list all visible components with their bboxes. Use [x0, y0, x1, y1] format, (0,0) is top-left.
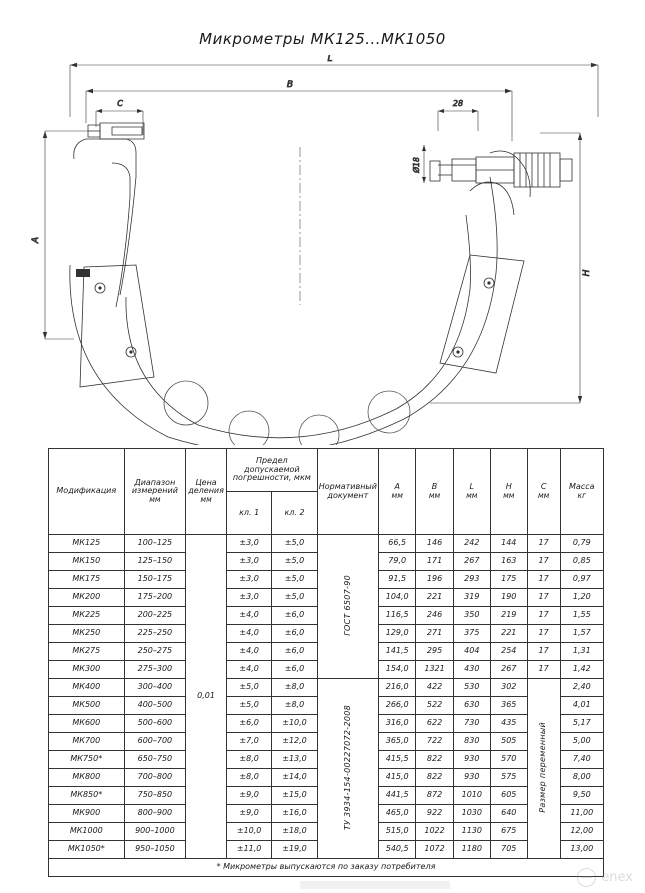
left-marking-block	[76, 269, 90, 277]
cell-mass: 4,01	[560, 697, 603, 715]
cell-division: 0,01	[186, 535, 227, 859]
cell-tolerance-kl1: ±8,0	[226, 769, 271, 787]
cell-modification: МК700	[49, 733, 125, 751]
cell-H: 365	[490, 697, 527, 715]
cell-mass: 7,40	[560, 751, 603, 769]
cell-A: 441,5	[378, 787, 415, 805]
cell-H: 705	[490, 841, 527, 859]
cell-L: 267	[453, 553, 490, 571]
cell-B: 271	[416, 625, 453, 643]
cell-H: 190	[490, 589, 527, 607]
cell-C: 17	[527, 535, 560, 553]
cell-tolerance-kl1: ±6,0	[226, 715, 271, 733]
cell-modification: МК300	[49, 661, 125, 679]
cell-range: 650–750	[124, 751, 186, 769]
cell-A: 216,0	[378, 679, 415, 697]
cell-L: 530	[453, 679, 490, 697]
cell-H: 302	[490, 679, 527, 697]
cell-B: 246	[416, 607, 453, 625]
document-label: ТУ 3934-154-00227072-2008	[342, 704, 352, 830]
dimension-C	[96, 109, 143, 135]
cell-modification: МК225	[49, 607, 125, 625]
th-mass: Масса кг	[560, 449, 603, 535]
dim-label-28: 28	[452, 99, 464, 108]
frame-left-inner	[112, 163, 130, 307]
right-measuring-face	[430, 161, 440, 181]
cell-tolerance-kl2: ±13,0	[272, 751, 317, 769]
cell-tolerance-kl1: ±10,0	[226, 823, 271, 841]
cell-modification: МК600	[49, 715, 125, 733]
cell-B: 196	[416, 571, 453, 589]
th-tolerance-kl1: кл. 1	[226, 492, 271, 535]
right-pad-plate	[440, 255, 524, 373]
dim-label-diameter-18: Ø18	[412, 157, 421, 173]
cell-A: 66,5	[378, 535, 415, 553]
cell-mass: 1,42	[560, 661, 603, 679]
cell-H: 175	[490, 571, 527, 589]
cell-tolerance-kl2: ±8,0	[272, 697, 317, 715]
cell-mass: 2,40	[560, 679, 603, 697]
cell-mass: 1,55	[560, 607, 603, 625]
cell-C: 17	[527, 553, 560, 571]
cell-modification: МК500	[49, 697, 125, 715]
th-C: C мм	[527, 449, 560, 535]
cell-B: 822	[416, 751, 453, 769]
cell-modification: МК850*	[49, 787, 125, 805]
cell-L: 319	[453, 589, 490, 607]
cell-H: 505	[490, 733, 527, 751]
cell-B: 922	[416, 805, 453, 823]
cell-B: 722	[416, 733, 453, 751]
cell-modification: МК200	[49, 589, 125, 607]
cell-B: 295	[416, 643, 453, 661]
cell-H: 221	[490, 625, 527, 643]
document-label: ГОСТ 6507-90	[342, 574, 352, 636]
cell-tolerance-kl1: ±3,0	[226, 553, 271, 571]
cell-range: 150–175	[124, 571, 186, 589]
cell-modification: МК125	[49, 535, 125, 553]
cell-L: 375	[453, 625, 490, 643]
cell-tolerance-kl1: ±9,0	[226, 805, 271, 823]
cell-tolerance-kl1: ±5,0	[226, 679, 271, 697]
th-tolerance: Предел допускаемой погрешности, мкм	[226, 449, 317, 492]
table-body	[49, 535, 604, 859]
cell-document	[317, 535, 378, 679]
dimension-B	[86, 89, 512, 141]
cell-mass: 13,00	[560, 841, 603, 859]
cell-B: 1022	[416, 823, 453, 841]
cell-mass: 1,57	[560, 625, 603, 643]
cell-tolerance-kl1: ±3,0	[226, 535, 271, 553]
cell-L: 293	[453, 571, 490, 589]
page-title: Микрометры МК125...МК1050	[199, 30, 446, 48]
cell-A: 104,0	[378, 589, 415, 607]
cell-mass: 12,00	[560, 823, 603, 841]
cell-L: 1030	[453, 805, 490, 823]
cell-tolerance-kl2: ±10,0	[272, 715, 317, 733]
cell-C: 17	[527, 571, 560, 589]
cell-C: 17	[527, 625, 560, 643]
table-footnote: * Микрометры выпускаются по заказу потребителя	[49, 859, 604, 877]
cell-modification: МК275	[49, 643, 125, 661]
cell-range: 900–1000	[124, 823, 186, 841]
cell-A: 116,5	[378, 607, 415, 625]
cell-L: 1180	[453, 841, 490, 859]
th-H: H мм	[490, 449, 527, 535]
cell-A: 79,0	[378, 553, 415, 571]
cell-tolerance-kl2: ±6,0	[272, 607, 317, 625]
cell-range: 800–900	[124, 805, 186, 823]
dim-label-A: A	[31, 236, 41, 244]
cell-tolerance-kl1: ±5,0	[226, 697, 271, 715]
cell-C: 17	[527, 589, 560, 607]
cell-B: 872	[416, 787, 453, 805]
cell-modification: МК750*	[49, 751, 125, 769]
dim-label-H: H	[582, 269, 592, 277]
cell-A: 415,5	[378, 751, 415, 769]
cell-tolerance-kl2: ±19,0	[272, 841, 317, 859]
cell-range: 750–850	[124, 787, 186, 805]
cell-C: 17	[527, 661, 560, 679]
cell-B: 221	[416, 589, 453, 607]
cell-C: 17	[527, 607, 560, 625]
cell-range: 100–125	[124, 535, 186, 553]
cell-H: 163	[490, 553, 527, 571]
cell-A: 415,0	[378, 769, 415, 787]
cell-H: 435	[490, 715, 527, 733]
lightening-holes	[164, 381, 410, 445]
cell-modification: МК1000	[49, 823, 125, 841]
cell-tolerance-kl1: ±9,0	[226, 787, 271, 805]
cell-range: 225–250	[124, 625, 186, 643]
cell-mass: 0,85	[560, 553, 603, 571]
cell-tolerance-kl2: ±5,0	[272, 589, 317, 607]
cell-tolerance-kl2: ±8,0	[272, 679, 317, 697]
cell-L: 242	[453, 535, 490, 553]
left-anvil	[100, 123, 144, 139]
frame-outer-arc	[70, 177, 497, 445]
cell-range: 600–700	[124, 733, 186, 751]
cell-tolerance-kl2: ±5,0	[272, 571, 317, 589]
watermark	[577, 868, 633, 887]
cell-mass: 1,31	[560, 643, 603, 661]
cell-tolerance-kl2: ±5,0	[272, 553, 317, 571]
cell-L: 630	[453, 697, 490, 715]
cell-L: 430	[453, 661, 490, 679]
cell-H: 605	[490, 787, 527, 805]
cell-L: 930	[453, 769, 490, 787]
cell-A: 316,0	[378, 715, 415, 733]
cell-tolerance-kl1: ±7,0	[226, 733, 271, 751]
cell-modification: МК1050*	[49, 841, 125, 859]
cell-tolerance-kl2: ±14,0	[272, 769, 317, 787]
cell-modification: МК800	[49, 769, 125, 787]
cell-B: 1072	[416, 841, 453, 859]
cell-mass: 0,79	[560, 535, 603, 553]
table-row	[49, 535, 604, 553]
cell-range: 250–275	[124, 643, 186, 661]
left-pad-plate	[80, 265, 154, 387]
cell-range: 175–200	[124, 589, 186, 607]
dim-label-B: B	[286, 80, 294, 90]
cell-L: 830	[453, 733, 490, 751]
cell-A: 141,5	[378, 643, 415, 661]
table-row	[49, 679, 604, 697]
cell-range: 200–225	[124, 607, 186, 625]
cell-tolerance-kl2: ±16,0	[272, 805, 317, 823]
cell-tolerance-kl1: ±4,0	[226, 625, 271, 643]
cell-B: 146	[416, 535, 453, 553]
cell-B: 171	[416, 553, 453, 571]
cell-tolerance-kl2: ±5,0	[272, 535, 317, 553]
cell-H: 675	[490, 823, 527, 841]
cell-range: 500–600	[124, 715, 186, 733]
cell-tolerance-kl1: ±11,0	[226, 841, 271, 859]
cell-range: 950–1050	[124, 841, 186, 859]
cell-L: 350	[453, 607, 490, 625]
cell-B: 422	[416, 679, 453, 697]
cell-H: 267	[490, 661, 527, 679]
cell-H: 570	[490, 751, 527, 769]
cell-tolerance-kl2: ±18,0	[272, 823, 317, 841]
th-document: Нормативный документ	[317, 449, 378, 535]
cell-L: 930	[453, 751, 490, 769]
cell-tolerance-kl1: ±4,0	[226, 643, 271, 661]
cell-A: 465,0	[378, 805, 415, 823]
cell-L: 1010	[453, 787, 490, 805]
cell-B: 522	[416, 697, 453, 715]
table-footnote-row	[49, 859, 604, 877]
cell-mass: 0,97	[560, 571, 603, 589]
cell-modification: МК900	[49, 805, 125, 823]
dimension-diameter-18	[422, 145, 426, 183]
cell-A: 154,0	[378, 661, 415, 679]
cell-H: 254	[490, 643, 527, 661]
micrometer-drawing	[0, 55, 645, 445]
cell-B: 1321	[416, 661, 453, 679]
cell-modification: МК175	[49, 571, 125, 589]
cell-tolerance-kl1: ±4,0	[226, 607, 271, 625]
cell-range: 700–800	[124, 769, 186, 787]
th-tolerance-kl2: кл. 2	[272, 492, 317, 535]
cell-C-note	[527, 679, 560, 859]
cell-A: 540,5	[378, 841, 415, 859]
cell-tolerance-kl1: ±3,0	[226, 589, 271, 607]
cell-mass: 11,00	[560, 805, 603, 823]
th-B: B мм	[416, 449, 453, 535]
cell-range: 400–500	[124, 697, 186, 715]
dimension-H	[430, 133, 582, 403]
cell-H: 640	[490, 805, 527, 823]
frame-right-outer	[490, 151, 530, 197]
dimension-28	[438, 109, 478, 131]
watermark-logo-icon	[577, 868, 596, 887]
cell-tolerance-kl2: ±6,0	[272, 661, 317, 679]
cell-A: 365,0	[378, 733, 415, 751]
cell-H: 219	[490, 607, 527, 625]
cell-H: 575	[490, 769, 527, 787]
th-division: Цена деления мм	[186, 449, 227, 535]
cell-modification: МК150	[49, 553, 125, 571]
cell-tolerance-kl2: ±6,0	[272, 643, 317, 661]
th-modification: Модификация	[49, 449, 125, 535]
cell-B: 622	[416, 715, 453, 733]
cell-range: 125–150	[124, 553, 186, 571]
bottom-stub	[300, 881, 450, 889]
cell-tolerance-kl1: ±3,0	[226, 571, 271, 589]
cell-mass: 1,20	[560, 589, 603, 607]
specification-table	[48, 448, 604, 877]
cell-tolerance-kl2: ±6,0	[272, 625, 317, 643]
cell-A: 515,0	[378, 823, 415, 841]
cell-document	[317, 679, 378, 859]
th-L: L мм	[453, 449, 490, 535]
cell-modification: МК250	[49, 625, 125, 643]
cell-L: 730	[453, 715, 490, 733]
frame-inner-arc	[126, 215, 471, 438]
dim-label-C: C	[117, 99, 123, 108]
watermark-text: enex	[601, 870, 633, 885]
cell-mass: 5,00	[560, 733, 603, 751]
cell-range: 300–400	[124, 679, 186, 697]
cell-tolerance-kl1: ±8,0	[226, 751, 271, 769]
cell-A: 129,0	[378, 625, 415, 643]
cell-modification: МК400	[49, 679, 125, 697]
cell-A: 266,0	[378, 697, 415, 715]
cell-A: 91,5	[378, 571, 415, 589]
table-header-row	[49, 449, 604, 492]
dimension-A	[43, 131, 88, 339]
cell-tolerance-kl2: ±12,0	[272, 733, 317, 751]
cell-C: 17	[527, 643, 560, 661]
dimension-L	[70, 63, 598, 117]
cell-H: 144	[490, 535, 527, 553]
dim-label-L: L	[327, 55, 333, 64]
cell-L: 404	[453, 643, 490, 661]
cell-mass: 9,50	[560, 787, 603, 805]
cell-tolerance-kl2: ±15,0	[272, 787, 317, 805]
cell-B: 822	[416, 769, 453, 787]
th-range: Диапазон измерений мм	[124, 449, 186, 535]
cell-mass: 5,17	[560, 715, 603, 733]
th-A: A мм	[378, 449, 415, 535]
cell-tolerance-kl1: ±4,0	[226, 661, 271, 679]
micrometer-barrel	[452, 153, 572, 187]
c-variable-note: Размер переменный	[538, 721, 548, 813]
cell-L: 1130	[453, 823, 490, 841]
cell-mass: 8,00	[560, 769, 603, 787]
cell-range: 275–300	[124, 661, 186, 679]
